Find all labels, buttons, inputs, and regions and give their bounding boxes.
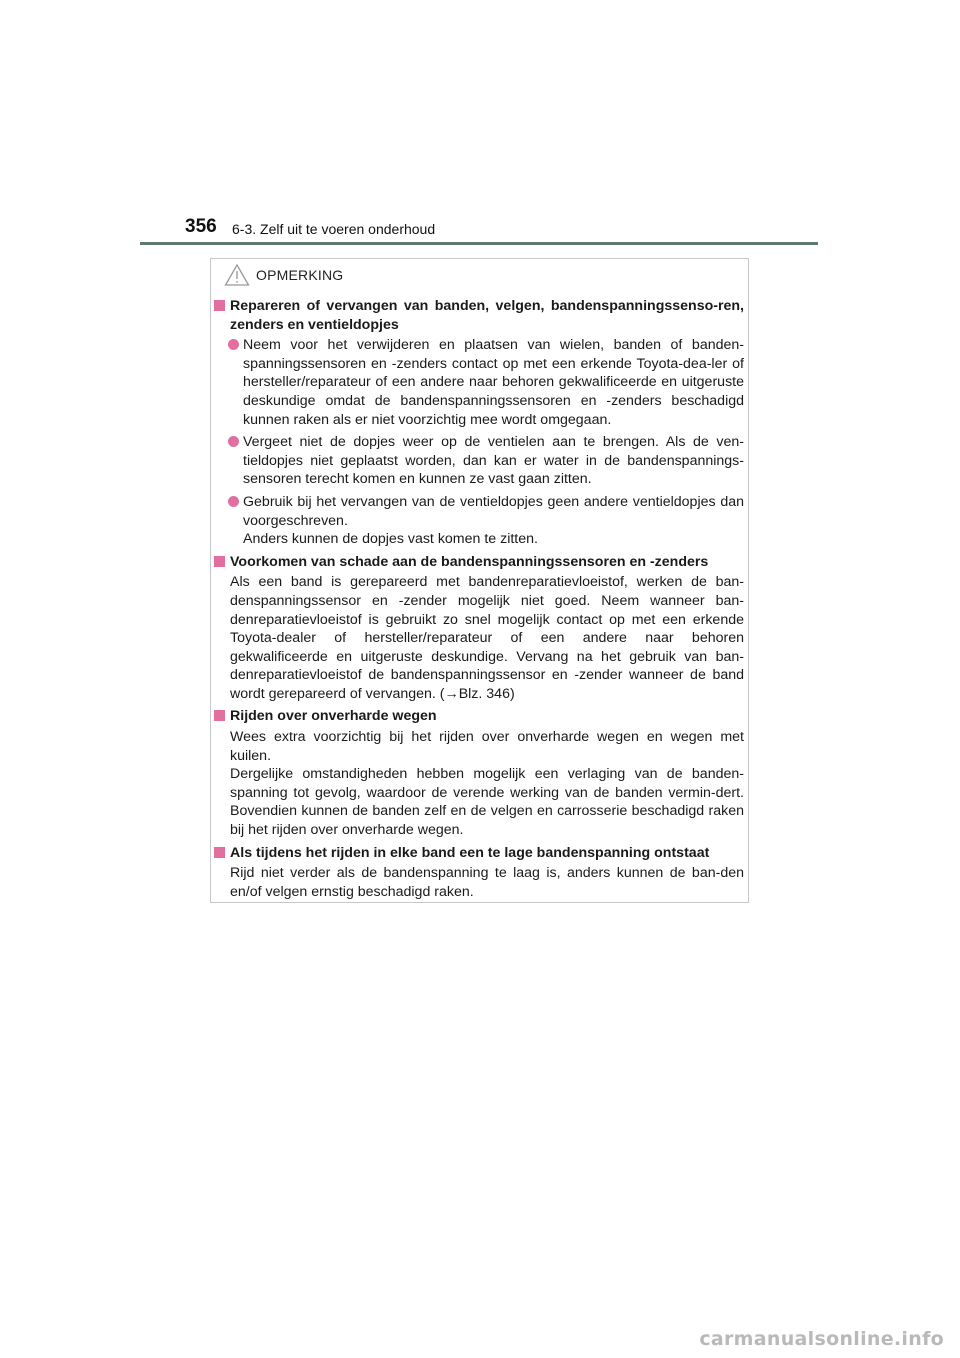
- list-item: [228, 493, 744, 549]
- paragraph-line: Wees extra voorzichtig bij het rijden over onverharde wegen en wegen met kuilen.: [230, 729, 744, 764]
- notice-section: [214, 553, 744, 704]
- section-heading-text: Als tijdens het rijden in elke band een te lage bandenspanning ontstaat: [230, 844, 710, 861]
- square-bullet-icon: [214, 847, 225, 858]
- section-heading-text: Repareren of vervangen van banden, velgen, bandenspanningssenso-ren, zenders en ventieldopjes: [230, 298, 744, 333]
- square-bullet-icon: [214, 710, 225, 721]
- list-item-text: [243, 493, 744, 549]
- notice-section: [214, 297, 744, 549]
- section-paragraph: [230, 728, 744, 840]
- notice-box: [210, 258, 749, 903]
- notice-content: [214, 297, 744, 905]
- list-item-line: Anders kunnen de dopjes vast komen te zitten.: [243, 531, 538, 548]
- section-heading: [214, 297, 744, 334]
- list-item-text: Vergeet niet de dopjes weer op de ventielen aan te brengen. Als de ven-tieldopjes niet geplaatst worden, dan kan er water in de bandenspannings-sensoren terecht komen en kunnen ze vast gaan zitten.: [243, 434, 744, 488]
- section-heading: [214, 707, 744, 726]
- list-item-text: Neem voor het verwijderen en plaatsen van wielen, banden of banden-spanningssensoren en -zenders contact op met een erkende Toyota-dea-ler of hersteller/reparateur of een andere naar behoren gekwalificeerde en uitgeruste deskundige omdat de bandenspanningssensoren en -zenders beschadigd kunnen raken als er niet voorzichtig mee wordt omgegaan.: [243, 337, 744, 428]
- notice-section: [214, 707, 744, 839]
- notice-header: [224, 261, 343, 289]
- section-heading: [214, 553, 744, 572]
- circle-bullet-icon: [228, 496, 239, 507]
- watermark: carmanualsonline.info: [699, 1328, 944, 1350]
- square-bullet-icon: [214, 300, 225, 311]
- warning-icon: [224, 263, 250, 287]
- section-paragraph: Als een band is gerepareerd met bandenreparatievloeistof, werken de ban-denspanningssensor en -zender mogelijk niet goed. Neem wanneer ban-denreparatievloeistof is gebruikt zo snel mogelijk contact op met een erkende Toyota-dealer of hersteller/reparateur of een andere naar behoren gekwalificeerde en uitgeruste deskundige. Vervang na het gebruik van ban-denreparatievloeistof de bandenspanningssensor en -zender wanneer de band wordt gerepareerd of vervangen. (→Blz. 346): [230, 574, 744, 702]
- section-heading-text: Rijden over onverharde wegen: [230, 708, 437, 725]
- header-rule: [140, 242, 818, 245]
- section-heading: [214, 844, 744, 863]
- notice-label: OPMERKING: [256, 267, 344, 283]
- circle-bullet-icon: [228, 436, 239, 447]
- list-item: [228, 433, 744, 489]
- section-title: 6-3. Zelf uit te voeren onderhoud: [232, 221, 436, 237]
- notice-section: [214, 844, 744, 902]
- square-bullet-icon: [214, 556, 225, 567]
- list-item: [228, 336, 744, 429]
- list-item-line: Gebruik bij het vervangen van de ventieldopjes geen andere ventieldopjes dan voorgeschreven.: [243, 493, 744, 529]
- page-number: 356: [185, 216, 217, 237]
- section-paragraph: Rijd niet verder als de bandenspanning te laag is, anders kunnen de ban-den en/of velgen ernstig beschadigd raken.: [230, 865, 744, 900]
- circle-bullet-icon: [228, 339, 239, 350]
- paragraph-line: Dergelijke omstandigheden hebben mogelijk een verlaging van de banden-spanning tot gevolg, waardoor de verende werking van de banden vermin-dert. Bovendien kunnen de banden zelf en de velgen en carrosserie beschadigd raken bij het rijden over onverharde wegen.: [230, 766, 744, 839]
- section-heading-text: Voorkomen van schade aan de bandenspanningssensoren en -zenders: [230, 553, 709, 570]
